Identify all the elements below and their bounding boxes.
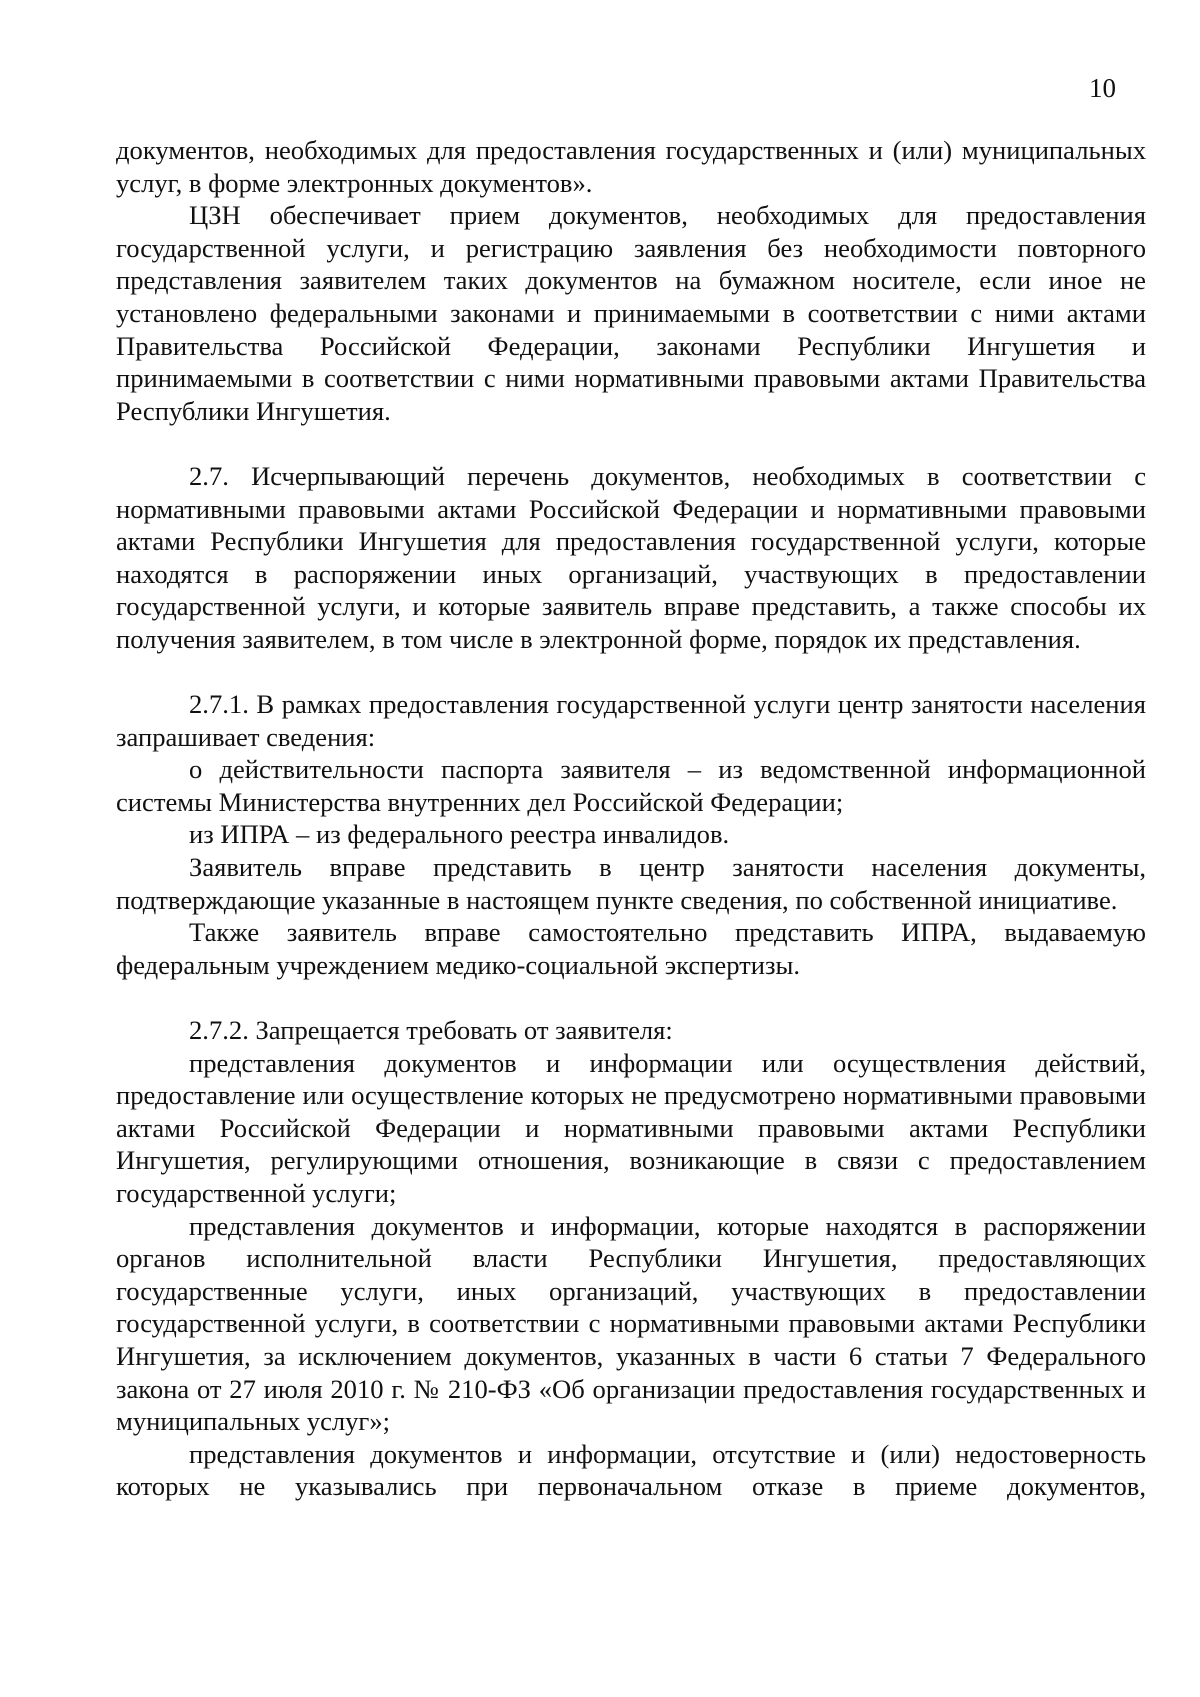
paragraph-prohibition-3: представления документов и информации, отсутствие и (или) недостоверность которых не указывались при первоначальном отказе в приеме документов, bbox=[116, 1438, 1146, 1502]
paragraph-section-2-7: 2.7. Исчерпывающий перечень документов, необходимых в соответствии с нормативными правовыми актами Российской Федерации и нормативными правовыми актами Республики Ингушетия для предоставления государственной услуги, которые находятся в распоряжении иных организаций, участвующих в предоставлении государственной услуги, и которые заявитель вправе представить, а также способы их получения заявителем, в том числе в электронной форме, порядок их представления. bbox=[116, 460, 1146, 654]
paragraph-applicant-right: Заявитель вправе представить в центр занятости населения документы, подтверждающие указанные в настоящем пункте сведения, по собственной инициативе. bbox=[116, 852, 1146, 915]
paragraph-czn-acceptance: ЦЗН обеспечивает прием документов, необходимых для предоставления государственной услуги, и регистрацию заявления без необходимости повторного представления заявителем таких документов на бумажном носителе, если иное не установлено федеральными законами и принимаемыми в соответствии с ними актами Правительства Российской Федерации, законами Республики Ингушетия и принимаемыми в соответствии с ними нормативными правовыми актами Правительства Республики Ингушетия. bbox=[116, 200, 1146, 426]
paragraph-section-2-7-2: 2.7.2. Запрещается требовать от заявителя: bbox=[189, 1015, 673, 1046]
paragraph-passport-validity: о действительности паспорта заявителя – из ведомственной информационной системы Министерства внутренних дел Российской Федерации; bbox=[116, 754, 1146, 817]
document-body bbox=[116, 134, 1146, 1503]
page-number: 10 bbox=[1089, 73, 1116, 103]
paragraph-ipra-self-submission: Также заявитель вправе самостоятельно представить ИПРА, выдаваемую федеральным учреждением медико-социальной экспертизы. bbox=[116, 917, 1146, 980]
paragraph-continuation: документов, необходимых для предоставления государственных и (или) муниципальных услуг, в форме электронных документов». bbox=[116, 135, 1146, 198]
paragraph-prohibition-1: представления документов и информации или осуществления действий, предоставление или осуществление которых не предусмотрено нормативными правовыми актами Российской Федерации и нормативными правовыми актами Республики Ингушетия, регулирующими отношения, возникающие в связи с предоставлением государственной услуги; bbox=[116, 1047, 1146, 1208]
paragraph-section-2-7-1: 2.7.1. В рамках предоставления государственной услуги центр занятости населения запрашивает сведения: bbox=[116, 689, 1146, 752]
paragraph-ipra-registry: из ИПРА – из федерального реестра инвалидов. bbox=[189, 819, 730, 850]
paragraph-prohibition-2: представления документов и информации, которые находятся в распоряжении органов исполнительной власти Республики Ингушетия, предоставляющих государственные услуги, иных организаций, участвующих в предоставлении государственной услуги, в соответствии с нормативными правовыми актами Республики Ингушетия, за исключением документов, указанных в части 6 статьи 7 Федерального закона от 27 июля 2010 г. № 210-ФЗ «Об организации предоставления государственных и муниципальных услуг»; bbox=[116, 1210, 1146, 1437]
